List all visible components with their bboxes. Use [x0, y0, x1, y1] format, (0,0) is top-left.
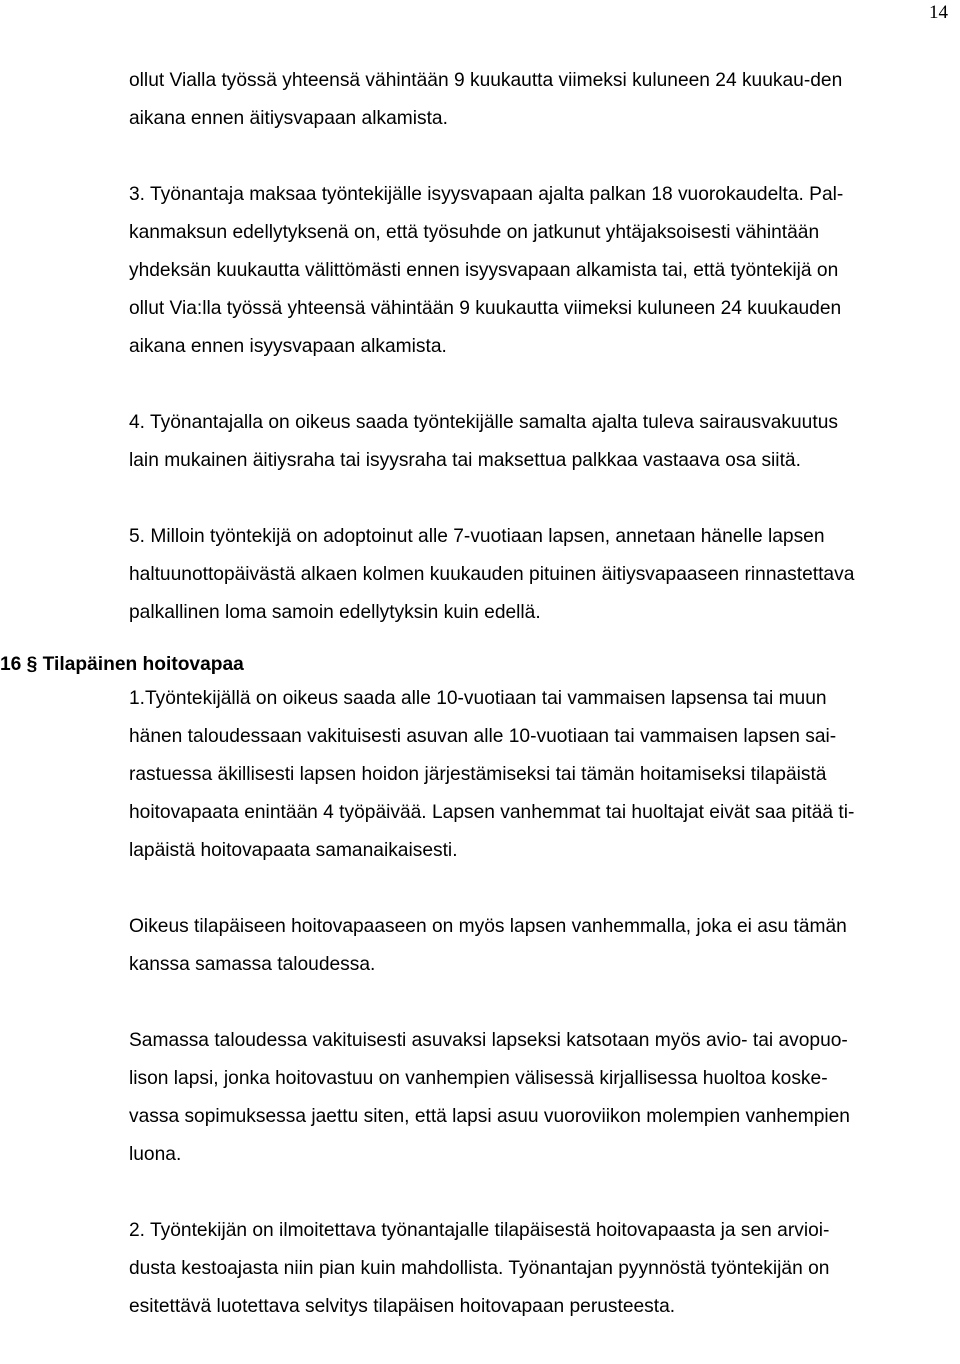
text-line: hoitovapaata enintään 4 työpäivää. Lapsen vanhemmat tai huoltajat eivät saa pitää ti-: [129, 802, 855, 823]
text-line: dusta kestoajasta niin pian kuin mahdollista. Työnantajan pyynnöstä työntekijän on: [129, 1258, 830, 1279]
text-line: aikana ennen isyysvapaan alkamista.: [129, 336, 447, 357]
text-line: ollut Via:lla työssä yhteensä vähintään 9 kuukautta viimeksi kuluneen 24 kuukauden: [129, 298, 842, 319]
paragraph-item-5: [129, 518, 957, 632]
paragraph-section-item-1: [129, 680, 957, 870]
text-line: Samassa taloudessa vakituisesti asuvaksi lapseksi katsotaan myös avio- tai avopuo-: [129, 1030, 848, 1051]
section-heading: 16 § Tilapäinen hoitovapaa: [0, 654, 244, 675]
paragraph-separate-parent: [129, 908, 957, 984]
text-line: esitettävä luotettava selvitys tilapäisen hoitovapaan perusteesta.: [129, 1296, 676, 1317]
text-line: haltuunottopäivästä alkaen kolmen kuukauden pituinen äitiysvapaaseen rinnastettava: [129, 564, 855, 585]
text-line: 3. Työnantaja maksaa työntekijälle isyysvapaan ajalta palkan 18 vuorokaudelta. Pal-: [129, 184, 844, 205]
paragraph-item-4: [129, 404, 957, 480]
page-number: 14: [929, 2, 948, 23]
text-line: palkallinen loma samoin edellytyksin kuin edellä.: [129, 602, 541, 623]
text-line: aikana ennen äitiysvapaan alkamista.: [129, 108, 448, 129]
text-line: lapäistä hoitovapaata samanaikaisesti.: [129, 840, 458, 861]
paragraph-section-item-2: [129, 1212, 957, 1326]
paragraph-continuation: [129, 62, 957, 138]
text-line: hänen taloudessaan vakituisesti asuvan alle 10-vuotiaan tai vammaisen lapsen sai-: [129, 726, 837, 747]
text-line: rastuessa äkillisesti lapsen hoidon järjestämiseksi tai tämän hoitamiseksi tilapäistä: [129, 764, 827, 785]
text-line: 2. Työntekijän on ilmoitettava työnantajalle tilapäisestä hoitovapaasta ja sen arvioi-: [129, 1220, 830, 1241]
text-line: kanmaksun edellytyksenä on, että työsuhde on jatkunut yhtäjaksoisesti vähintään: [129, 222, 820, 243]
text-line: vassa sopimuksessa jaettu siten, että lapsi asuu vuoroviikon molempien vanhempien: [129, 1106, 850, 1127]
text-line: 4. Työnantajalla on oikeus saada työntekijälle samalta ajalta tuleva sairausvakuutus: [129, 412, 838, 433]
text-line: lison lapsi, jonka hoitovastuu on vanhempien välisessä kirjallisessa huoltoa koske-: [129, 1068, 828, 1089]
text-line: yhdeksän kuukautta välittömästi ennen isyysvapaan alkamista tai, että työntekijä on: [129, 260, 839, 281]
document-body: [0, 62, 957, 1364]
text-line: ollut Vialla työssä yhteensä vähintään 9 kuukautta viimeksi kuluneen 24 kuukau-den: [129, 70, 843, 91]
text-line: 5. Milloin työntekijä on adoptoinut alle 7-vuotiaan lapsen, annetaan hänelle lapsen: [129, 526, 825, 547]
paragraph-item-3: [129, 176, 957, 366]
paragraph-household-child: [129, 1022, 957, 1174]
text-line: luona.: [129, 1144, 182, 1165]
text-line: lain mukainen äitiysraha tai isyysraha tai maksettua palkkaa vastaava osa siitä.: [129, 450, 801, 471]
text-line: Oikeus tilapäiseen hoitovapaaseen on myös lapsen vanhemmalla, joka ei asu tämän: [129, 916, 847, 937]
text-line: 1.Työntekijällä on oikeus saada alle 10-vuotiaan tai vammaisen lapsensa tai muun: [129, 688, 827, 709]
text-line: kanssa samassa taloudessa.: [129, 954, 376, 975]
